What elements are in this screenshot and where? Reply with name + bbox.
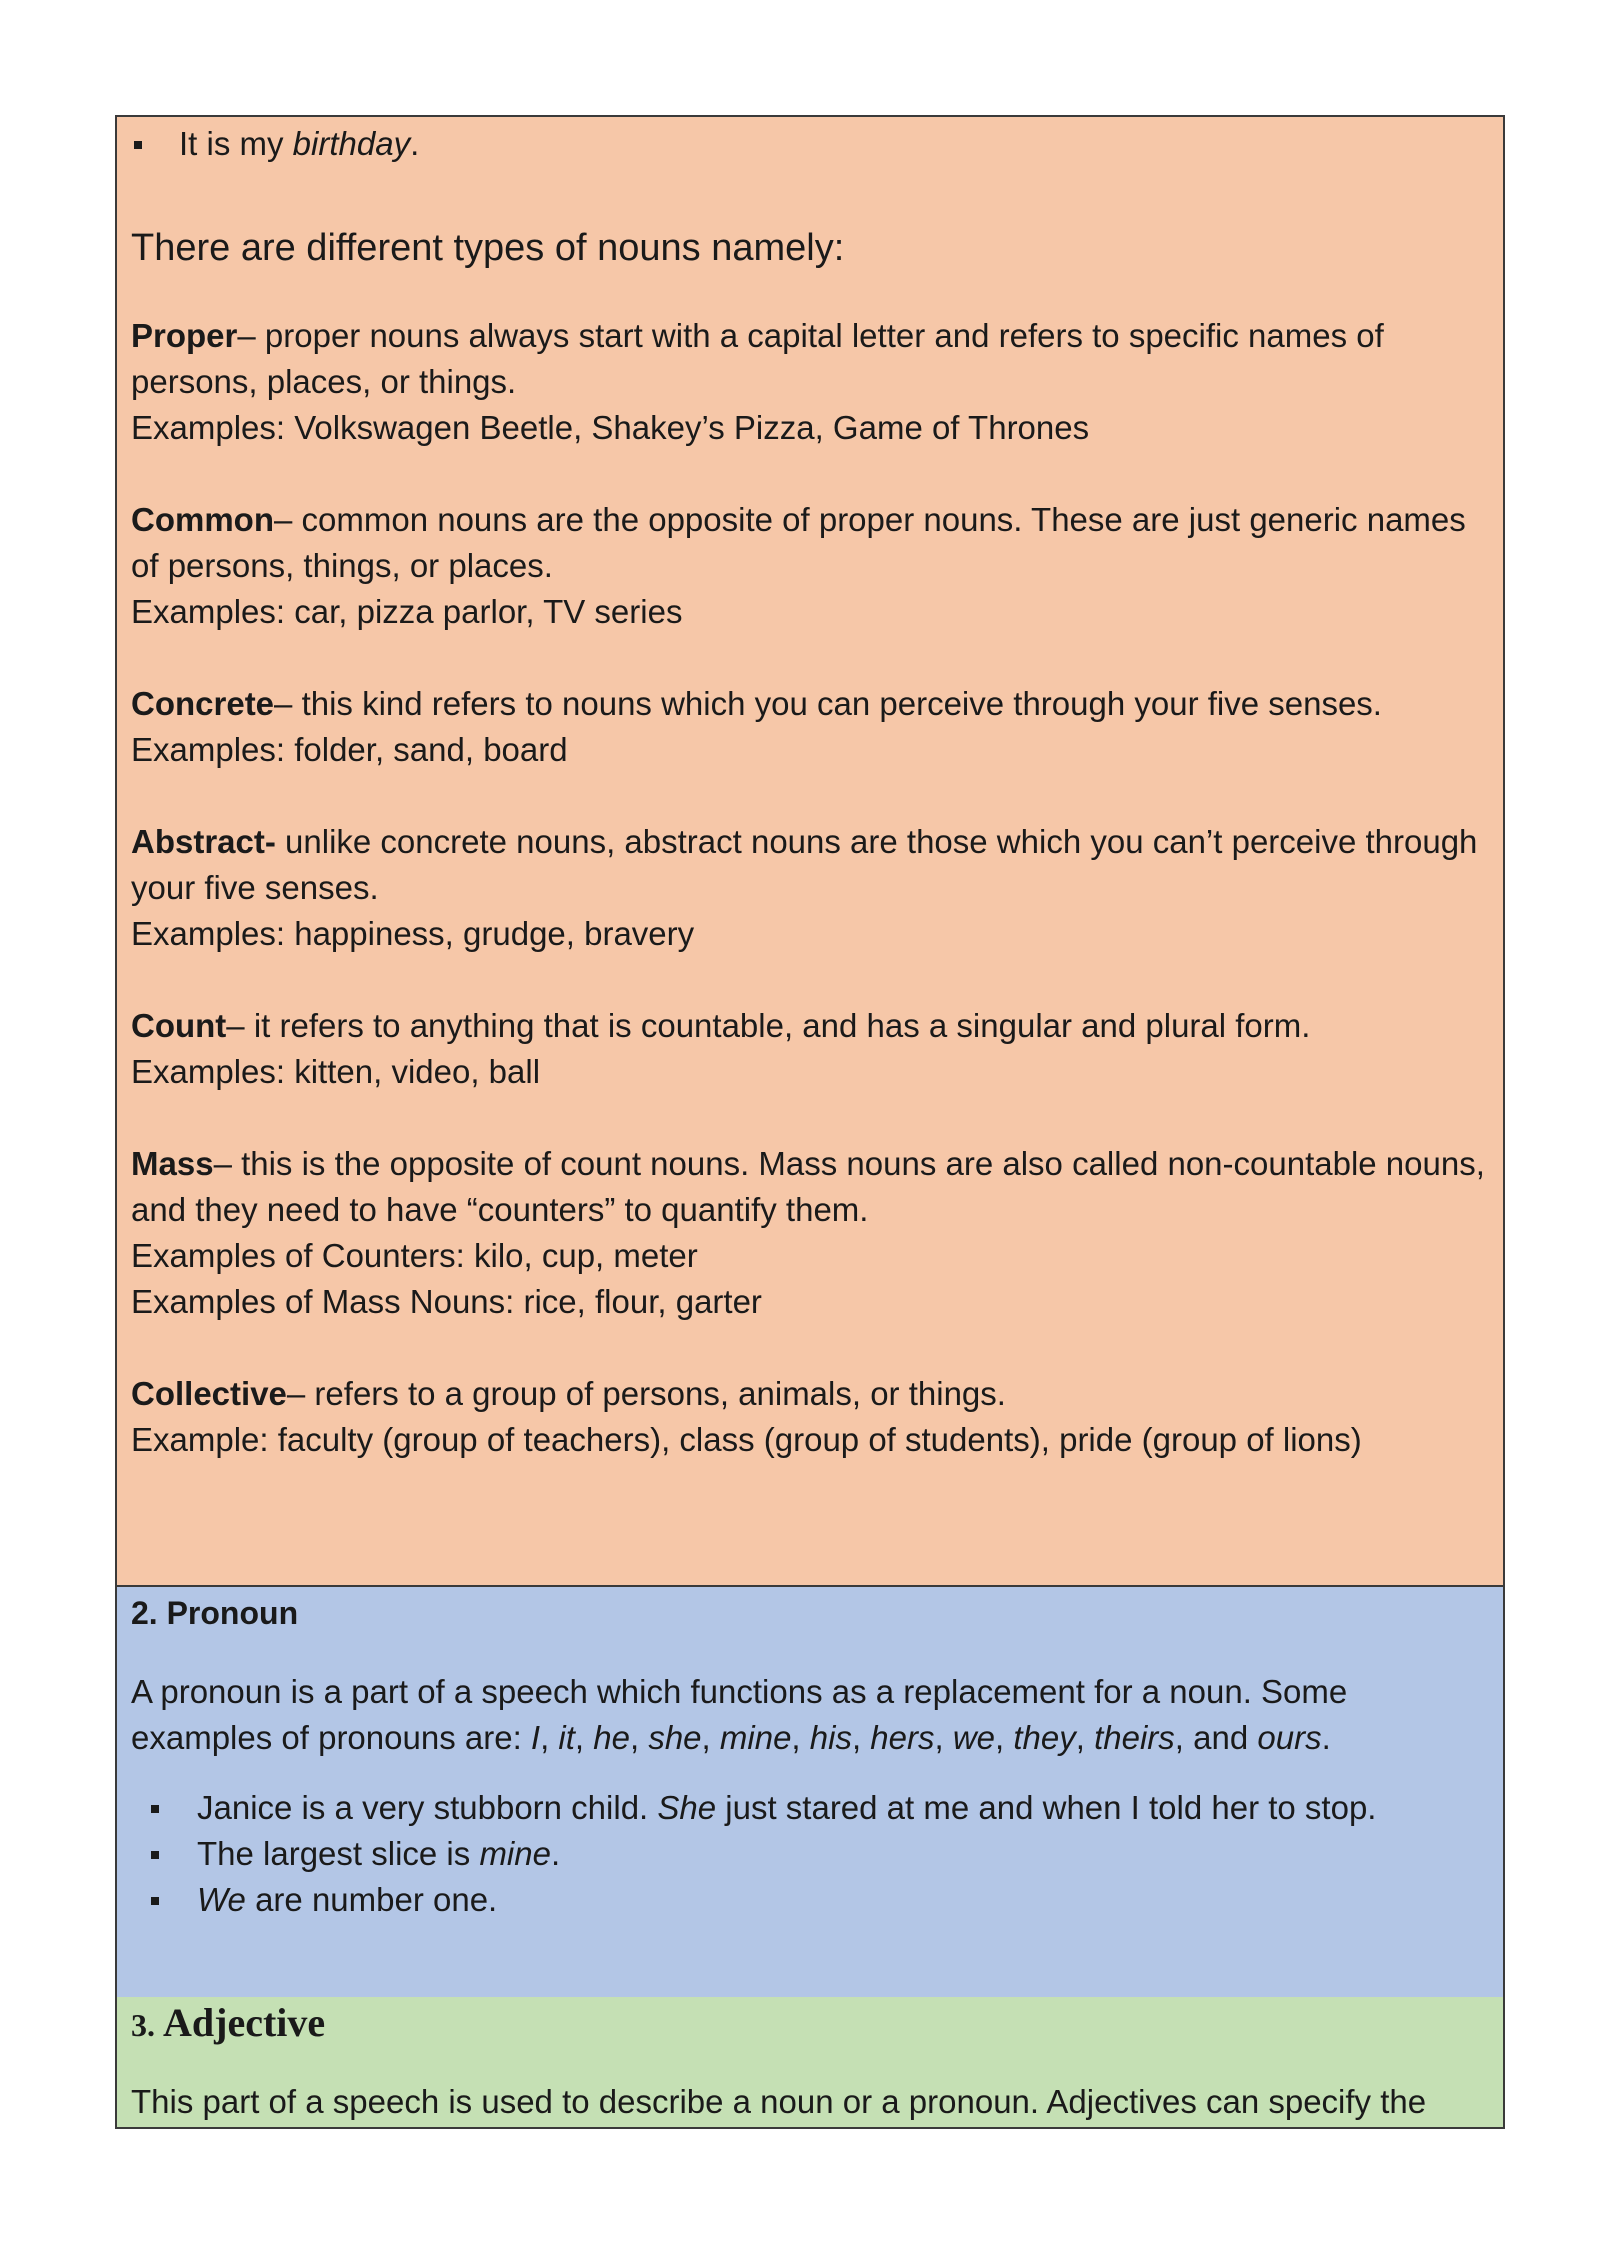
pronoun-word: his (809, 1719, 852, 1756)
example-text: . (550, 1835, 561, 1872)
bullet-italic-word: birthday (292, 125, 411, 162)
square-bullet-icon (151, 1851, 159, 1859)
adjective-cell (117, 1997, 1503, 2127)
pronoun-word: she (648, 1719, 702, 1756)
noun-types-intro: There are different types of nouns namely: (131, 227, 845, 269)
example-text: The largest slice is (197, 1835, 480, 1872)
bullet-punctuation: . (410, 125, 420, 162)
noun-types-list (131, 313, 1489, 1463)
noun-type-entry (131, 819, 1489, 957)
noun-type-examples: Examples: car, pizza parlor, TV series (131, 593, 683, 630)
pronoun-word: he (593, 1719, 630, 1756)
noun-type-examples: Example: faculty (group of teachers), class (group of students), pride (group of lions) (131, 1421, 1362, 1458)
pronoun-word: hers (870, 1719, 935, 1756)
noun-type-entry (131, 313, 1489, 451)
spacer (131, 451, 1489, 497)
list-item (131, 1831, 1489, 1877)
noun-type-term: Concrete (131, 685, 275, 722)
spacer (131, 773, 1489, 819)
noun-type-examples: Examples of Mass Nouns: rice, flour, garter (131, 1283, 762, 1320)
spacer (131, 635, 1489, 681)
pronoun-word: I (530, 1719, 541, 1756)
spacer (131, 1325, 1489, 1371)
noun-type-term: Abstract- (131, 823, 276, 860)
definition-text: A pronoun is a part of a speech which functions as a replacement for a noun. Some examples of pronouns are: (131, 1673, 1348, 1756)
noun-type-examples: Examples: folder, sand, board (131, 731, 568, 768)
noun-type-examples: Examples: Volkswagen Beetle, Shakey’s Pizza, Game of Thrones (131, 409, 1090, 446)
noun-type-term: Collective (131, 1375, 287, 1412)
pronoun-word: we (952, 1719, 996, 1756)
list-item (131, 121, 1489, 167)
noun-type-term: Common (131, 501, 274, 538)
nouns-cell (117, 117, 1503, 1587)
section-heading (131, 1997, 1489, 2051)
noun-type-entry (131, 497, 1489, 635)
noun-type-term: Count (131, 1007, 227, 1044)
noun-type-description: – common nouns are the opposite of proper nouns. These are just generic names of persons, things, or places. (131, 501, 1466, 584)
square-bullet-icon (151, 1805, 159, 1813)
example-text: just stared at me and when I told her to stop. (716, 1789, 1377, 1826)
noun-type-examples: Examples: happiness, grudge, bravery (131, 915, 695, 952)
noun-type-description: – proper nouns always start with a capital letter and refers to specific names of persons, places, or things. (131, 317, 1384, 400)
noun-type-description: – refers to a group of persons, animals, or things. (286, 1375, 1006, 1412)
pronoun-definition: A pronoun is a part of a speech which functions as a replacement for a noun. Some examples of pronouns are: I, it, he, she, mine, his, hers, we, they, theirs, and ours. (131, 1673, 1348, 1756)
list-item (131, 1877, 1489, 1923)
noun-type-description: – this kind refers to nouns which you can perceive through your five senses. (274, 685, 1382, 722)
spacer (131, 1095, 1489, 1141)
pronoun-cell (117, 1587, 1503, 1999)
conjunction: and (1183, 1719, 1258, 1756)
pronoun-word: theirs (1094, 1719, 1175, 1756)
example-text: are number one. (245, 1881, 498, 1918)
pronoun-word: they (1013, 1719, 1076, 1756)
pronoun-word: mine (719, 1719, 792, 1756)
heading-word: Adjective (163, 2000, 326, 2045)
noun-type-entry (131, 1371, 1489, 1463)
noun-type-term: Mass (131, 1145, 214, 1182)
noun-type-description: unlike concrete nouns, abstract nouns are those which you can’t perceive through your five senses. (131, 823, 1478, 906)
example-pronoun: mine (479, 1835, 551, 1872)
noun-type-description: – it refers to anything that is countable, and has a singular and plural form. (226, 1007, 1311, 1044)
spacer (131, 957, 1489, 1003)
example-pronoun: She (657, 1789, 717, 1826)
noun-type-entry (131, 1003, 1489, 1095)
noun-type-examples: Examples: kitten, video, ball (131, 1053, 541, 1090)
pronoun-word: ours (1257, 1719, 1322, 1756)
nouns-example-list (131, 121, 1489, 167)
bullet-text: It is my (179, 125, 293, 162)
noun-type-description: – this is the opposite of count nouns. Mass nouns are also called non-countable nouns, and they need to have “counters” to quantify them. (131, 1145, 1485, 1228)
adjective-definition: This part of a speech is used to describe a noun or a pronoun. Adjectives can specify the (131, 2083, 1427, 2120)
noun-type-term: Proper (131, 317, 238, 354)
heading-number: 3. (131, 2007, 163, 2043)
noun-type-entry (131, 681, 1489, 773)
example-pronoun: We (197, 1881, 246, 1918)
square-bullet-icon (134, 141, 142, 149)
noun-type-entry (131, 1141, 1489, 1325)
square-bullet-icon (151, 1897, 159, 1905)
pronoun-word: it (558, 1719, 575, 1756)
punctuation: . (1321, 1719, 1331, 1756)
noun-type-examples: Examples of Counters: kilo, cup, meter (131, 1237, 698, 1274)
list-item (131, 1785, 1489, 1831)
example-text: Janice is a very stubborn child. (197, 1789, 658, 1826)
parts-of-speech-table (115, 115, 1505, 2129)
pronoun-example-list (131, 1785, 1489, 1923)
section-heading: 2. Pronoun (131, 1595, 299, 1631)
